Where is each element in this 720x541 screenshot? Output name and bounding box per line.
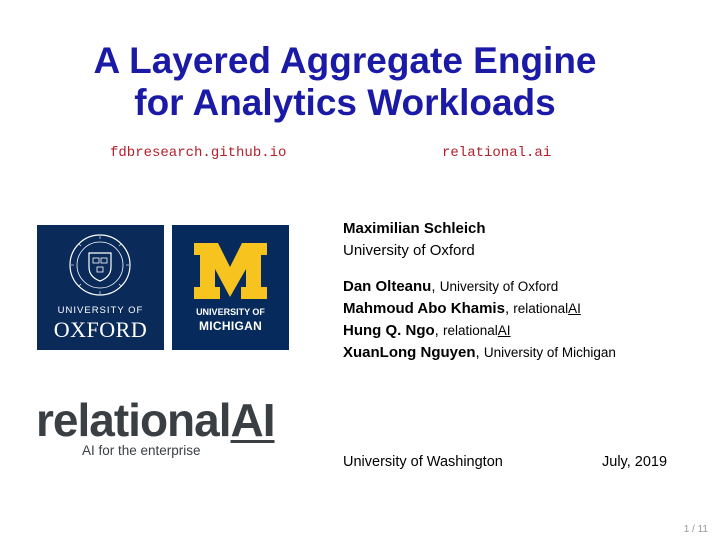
relationalai-tagline: AI for the enterprise [82,443,201,458]
author-row: Hung Q. Ngo, relationalAI [343,322,511,339]
link-relationalai[interactable]: relational.ai [442,145,552,161]
affiliation-prefix: relational [443,323,498,338]
michigan-logo [172,225,289,350]
oxford-logo [37,225,164,350]
author-main [343,218,616,262]
author-row: XuanLong Nguyen, University of Michigan [343,344,616,361]
page-number: 1 / 11 [683,524,708,535]
relationalai-logo [36,395,275,458]
relationalai-ai: AI [230,394,275,446]
author-list [343,218,616,364]
author-affiliation [513,301,581,316]
michigan-name: MICHIGAN [198,319,263,333]
author-row: Dan Olteanu, University of Oxford [343,278,559,295]
author-affiliation: University of Oxford [343,242,475,259]
link-fdbresearch[interactable]: fdbresearch.github.io [110,145,287,161]
oxford-university-of: UNIVERSITY OF [57,305,144,316]
author-affiliation [443,323,511,338]
affiliation-suffix: AI [568,301,581,316]
oxford-name: OXFORD [53,317,148,342]
date: July, 2019 [602,454,668,470]
title-line-1: A Layered Aggregate Engine [93,40,597,81]
author-name: Dan Olteanu [343,278,432,295]
author-name: Hung Q. Ngo [343,322,435,339]
author-name: XuanLong Nguyen [343,344,476,361]
author-row: Mahmoud Abo Khamis, relationalAI [343,300,581,317]
relationalai-word: relational [36,394,231,446]
author-affiliation: University of Oxford [439,279,559,294]
title-line-2: for Analytics Workloads [134,82,556,123]
relationalai-wordmark [36,395,275,445]
author-name: Mahmoud Abo Khamis [343,300,505,317]
michigan-university-of: UNIVERSITY OF [196,307,265,317]
author-name: Maximilian Schleich [343,220,486,237]
slide-title [0,40,690,124]
author-affiliation: University of Michigan [483,345,616,360]
affiliation-suffix: AI [497,323,511,338]
venue: University of Washington [343,454,503,470]
affiliation-prefix: relational [513,301,569,316]
